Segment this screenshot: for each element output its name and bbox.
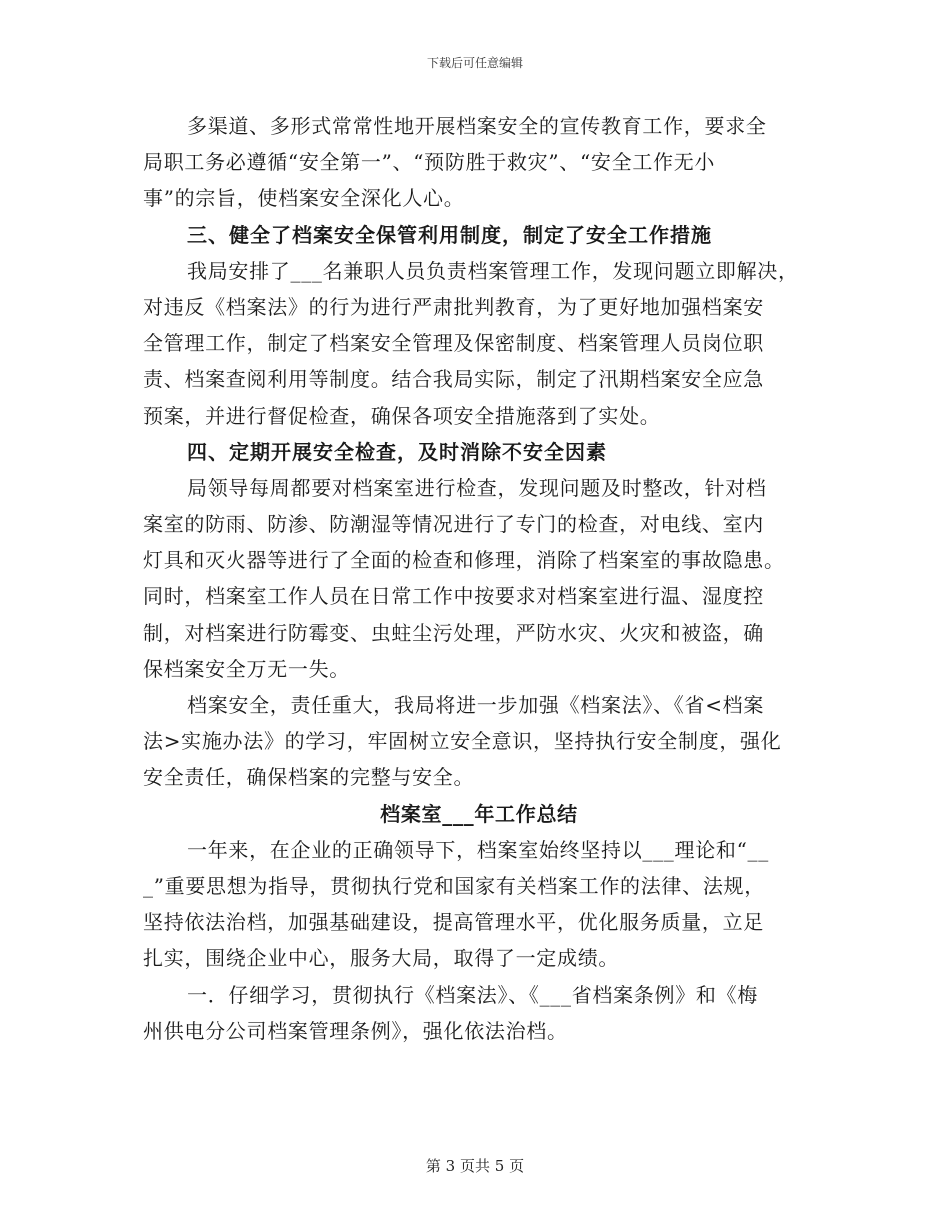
- section-heading: 三、健全了档案安全保管利用制度，制定了安全工作措施: [187, 222, 712, 247]
- paragraph-line: 档案安全，责任重大，我局将进一步加强《档案法》、《省<档案: [187, 693, 765, 717]
- paragraph-line: 责、档案查阅利用等制度。结合我局实际，制定了汛期档案安全应急: [143, 367, 764, 392]
- paragraph-line: _”重要思想为指导，贯彻执行党和国家有关档案工作的法律、法规，: [143, 873, 765, 898]
- page-footer: 第 3 页共 5 页: [425, 1157, 525, 1175]
- paragraph-line: 制，对档案进行防霉变、虫蛀尘污处理，严防水灾、火灾和被盗，确: [143, 620, 764, 645]
- paragraph-line: 案室的防雨、防渗、防潮湿等情况进行了专门的检查，对电线、室内: [143, 512, 764, 537]
- paragraph-line: 多渠道、多形式常常性地开展档案安全的宣传教育工作，要求全: [187, 114, 767, 138]
- paragraph-line: 一．仔细学习，贯彻执行《档案法》、《___省档案条例》和《梅: [187, 982, 758, 1007]
- paragraph-line: 扎实，围绕企业中心，服务大局，取得了一定成绩。: [143, 946, 620, 971]
- document-body: [143, 108, 815, 1049]
- paragraph-line: 法>实施办法》的学习，牢固树立安全意识，坚持执行安全制度，强化: [143, 729, 782, 754]
- paragraph-line: 对违反《档案法》的行为进行严肃批判教育，为了更好地加强档案安: [143, 294, 764, 319]
- section-heading: 四、定期开展安全检查，及时消除不安全因素: [187, 439, 607, 464]
- paragraph-line: 预案，并进行督促检查，确保各项安全措施落到了实处。: [143, 403, 661, 428]
- paragraph-line: 一年来，在企业的正确领导下，档案室始终坚持以___理论和“__: [187, 837, 769, 862]
- paragraph-line: 同时，档案室工作人员在日常工作中按要求对档案室进行温、湿度控: [143, 584, 764, 609]
- paragraph-line: 灯具和灭火器等进行了全面的检查和修理，消除了档案室的事故隐患。: [143, 548, 785, 573]
- paragraph-line: 保档案安全万无一失。: [143, 656, 350, 681]
- section-heading: 档案室___年工作总结: [380, 801, 578, 826]
- paragraph-line: 坚持依法治档，加强基础建设，提高管理水平，优化服务质量，立足: [143, 910, 764, 935]
- paragraph-line: 全管理工作，制定了档案安全管理及保密制度、档案管理人员岗位职: [143, 331, 764, 356]
- paragraph-line: 州供电分公司档案管理条例》，强化依法治档。: [143, 1018, 568, 1043]
- paragraph-line: 局领导每周都要对档案室进行检查，发现问题及时整改，针对档: [187, 475, 767, 500]
- paragraph-line: 我局安排了___名兼职人员负责档案管理工作，发现问题立即解决，: [187, 258, 799, 283]
- paragraph-line: 安全责任，确保档案的完整与安全。: [143, 765, 475, 790]
- paragraph-line: 局职工务必遵循“安全第一”、“预防胜于救灾”、“安全工作无小: [143, 150, 716, 175]
- header-note: 下载后可任意编辑: [426, 56, 523, 70]
- paragraph-line: 事”的宗旨，使档案安全深化人心。: [143, 186, 465, 211]
